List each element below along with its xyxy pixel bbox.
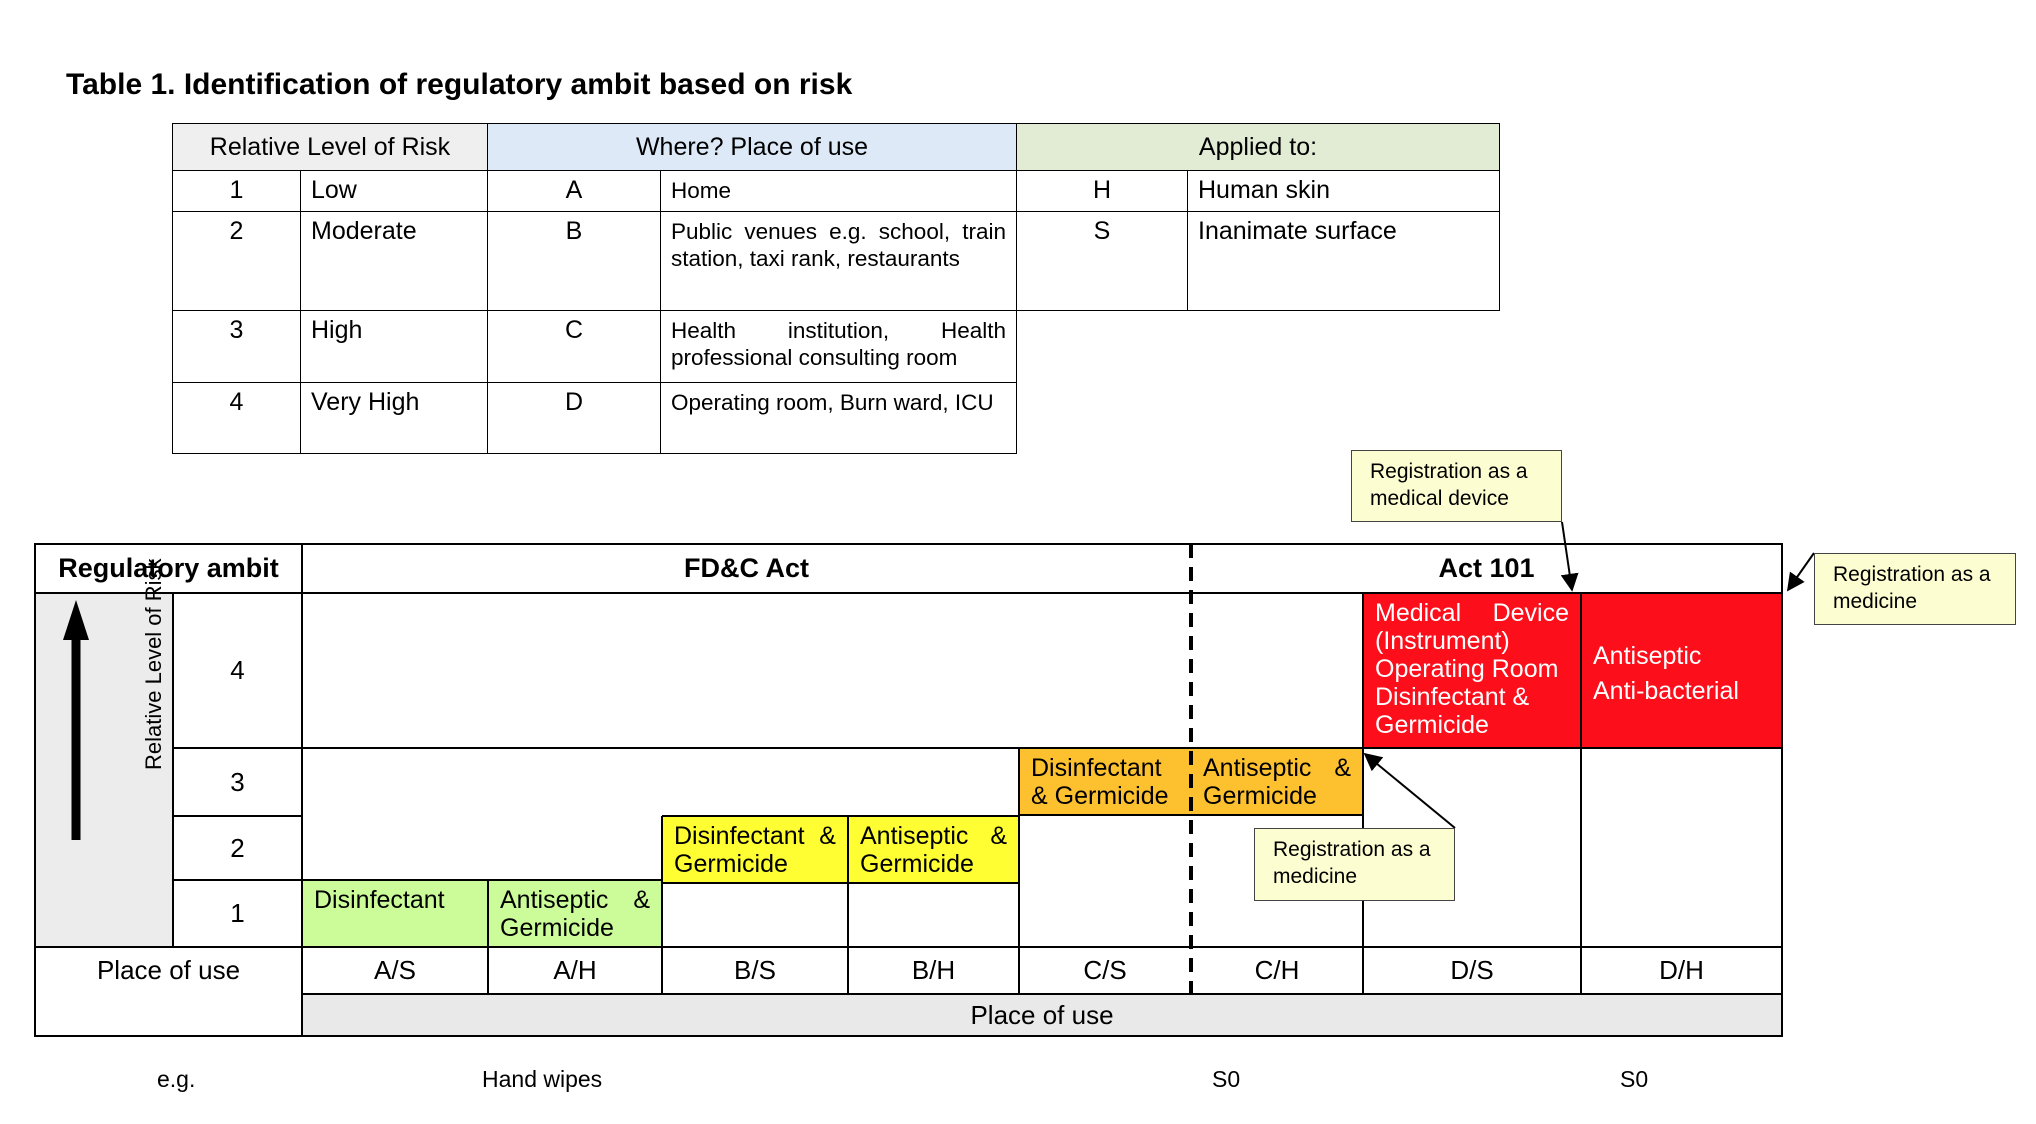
example-label: e.g.	[157, 1066, 196, 1092]
fdc-act-label: FD&C Act	[684, 553, 809, 583]
cell-d-s-line: Medical Device	[1375, 599, 1569, 627]
place-d-h: D/H	[1659, 955, 1704, 985]
risk-number: 3	[173, 311, 301, 383]
act-101-label: Act 101	[1438, 553, 1535, 583]
place-c-h: C/H	[1254, 955, 1300, 985]
header-place-of-use: Where? Place of use	[488, 124, 1017, 171]
applied-description: Human skin	[1188, 171, 1500, 212]
place-c-s: C/S	[1083, 955, 1127, 985]
cell-d-s-line: (Instrument)	[1375, 627, 1510, 655]
table-title: Table 1. Identification of regulatory ambit based on risk	[66, 68, 853, 101]
applied-description: Inanimate surface	[1188, 212, 1500, 311]
cell-b-h-antiseptic: Antiseptic & Germicide	[848, 816, 1019, 883]
cell-c-s-disinfectant: Disinfectant & Germicide	[1019, 748, 1191, 815]
risk-level: Moderate	[301, 212, 488, 311]
place-code: B	[488, 212, 661, 311]
risk-level-4: 4	[230, 655, 245, 685]
place-description: Health institution, Health professional consulting room	[661, 311, 1017, 383]
place-a-h: A/H	[553, 955, 597, 985]
cell-b-s-disinfectant: Disinfectant & Germicide	[662, 816, 848, 883]
place-d-s: D/S	[1450, 955, 1494, 985]
header-relative-risk: Relative Level of Risk	[173, 124, 488, 171]
cell-d-h-antiseptic	[1581, 593, 1782, 748]
place-code: C	[488, 311, 661, 383]
risk-number: 2	[173, 212, 301, 311]
regulatory-ambit-label: Regulatory ambit	[58, 553, 279, 583]
cell-d-s-line: Operating Room	[1375, 655, 1559, 683]
risk-level-1: 1	[230, 898, 245, 928]
place-description: Operating room, Burn ward, ICU	[661, 383, 1017, 454]
note-medical-device: Registration as a medical device	[1351, 450, 1562, 522]
header-applied-to: Applied to:	[1017, 124, 1500, 171]
risk-level: Low	[301, 171, 488, 212]
risk-number: 1	[173, 171, 301, 212]
cell-d-h-line: Anti-bacterial	[1593, 677, 1739, 705]
place-of-use-row-label: Place of use	[96, 955, 241, 985]
footer-place-of-use: Place of use	[970, 999, 1114, 1030]
risk-level-2: 2	[230, 832, 245, 863]
cell-d-s-line: Disinfectant &	[1375, 683, 1530, 711]
note-medicine-top: Registration as a medicine	[1814, 553, 2016, 625]
example-s0-c: S0	[1212, 1066, 1241, 1092]
cell-d-s-medical-device	[1363, 593, 1581, 748]
example-s0-d: S0	[1620, 1066, 1649, 1092]
risk-definition-table	[172, 123, 1500, 454]
cell-d-s-line: Germicide	[1375, 711, 1489, 739]
risk-level: High	[301, 311, 488, 383]
risk-level: Very High	[301, 383, 488, 454]
cell-a-s-disinfectant: Disinfectant	[302, 880, 488, 947]
cell-c-h-antiseptic: Antiseptic & Germicide	[1191, 748, 1363, 815]
applied-code: S	[1017, 212, 1188, 311]
place-b-s: B/S	[734, 955, 776, 985]
place-code: A	[488, 171, 661, 212]
place-a-s: A/S	[374, 955, 416, 985]
risk-level-3: 3	[230, 766, 245, 797]
applied-code: H	[1017, 171, 1188, 212]
place-description: Public venues e.g. school, train station, taxi rank, restaurants	[661, 212, 1017, 311]
note-medicine-mid: Registration as a medicine	[1254, 828, 1455, 901]
example-hand-wipes: Hand wipes	[482, 1066, 603, 1092]
place-code: D	[488, 383, 661, 454]
place-description: Home	[661, 171, 1017, 212]
risk-number: 4	[173, 383, 301, 454]
place-b-h: B/H	[911, 955, 956, 985]
cell-a-h-antiseptic: Antiseptic & Germicide	[488, 880, 662, 947]
cell-d-h-line: Antiseptic	[1593, 642, 1702, 670]
